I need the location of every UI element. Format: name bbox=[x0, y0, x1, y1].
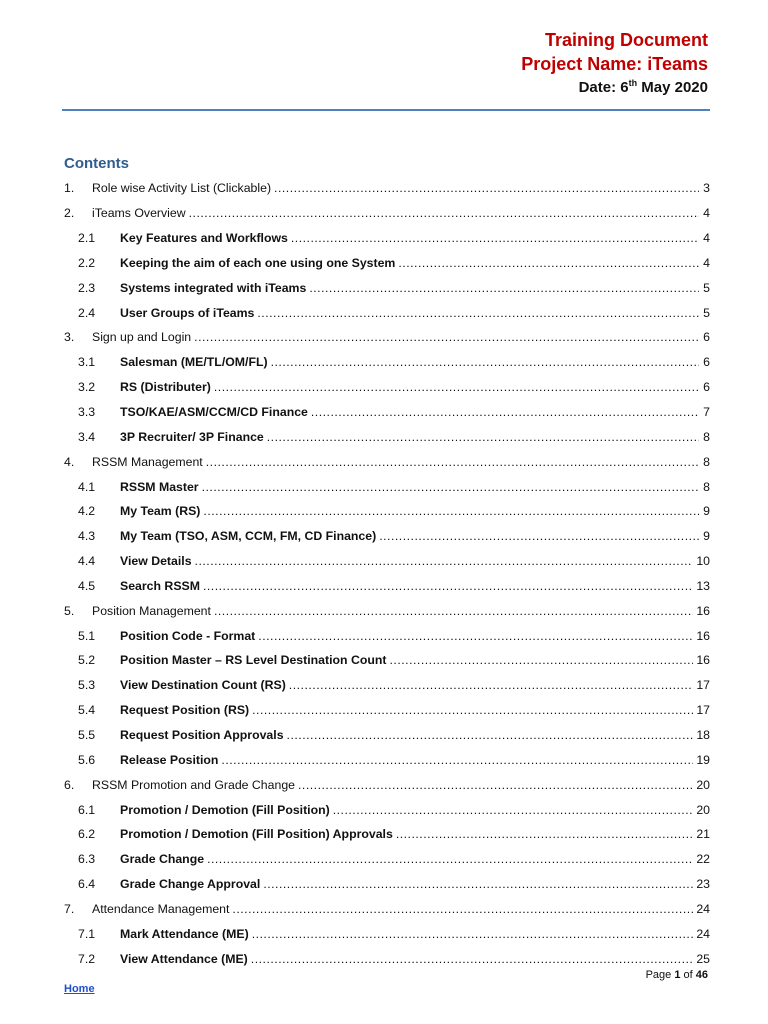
toc-entry-page: 18 bbox=[696, 727, 710, 742]
toc-dot-leader bbox=[309, 281, 699, 295]
toc-entry-title: RSSM Master bbox=[120, 479, 199, 494]
toc-entry-page: 19 bbox=[696, 752, 710, 767]
toc-entry-title: Keeping the aim of each one using one System bbox=[120, 255, 396, 270]
toc-entry[interactable] bbox=[64, 797, 710, 822]
toc-entry-page: 6 bbox=[703, 380, 710, 395]
toc-dot-leader bbox=[311, 405, 699, 419]
toc-entry[interactable] bbox=[64, 673, 710, 698]
toc-entry-page: 6 bbox=[703, 355, 710, 370]
toc-entry-page: 17 bbox=[696, 703, 710, 718]
toc-entry-title: Promotion / Demotion (Fill Position) Approvals bbox=[120, 827, 393, 842]
toc-entry-number: 4.5 bbox=[78, 578, 96, 593]
toc-entry-number: 2.4 bbox=[78, 305, 96, 320]
toc-entry-number: 4.3 bbox=[78, 529, 96, 544]
toc-entry[interactable] bbox=[64, 424, 710, 449]
toc-entry[interactable] bbox=[64, 300, 710, 325]
toc-entry[interactable] bbox=[64, 499, 710, 524]
toc-entry-title: RSSM Promotion and Grade Change bbox=[92, 777, 296, 792]
toc-entry-page: 20 bbox=[696, 777, 710, 792]
toc-entry-page: 6 bbox=[703, 330, 710, 345]
toc-entry-page: 16 bbox=[696, 603, 710, 618]
document-title: Training Document bbox=[544, 30, 708, 50]
toc-entry[interactable] bbox=[64, 946, 710, 971]
toc-entry-title: Salesman (ME/TL/OM/FL) bbox=[120, 355, 268, 370]
home-link[interactable]: Home bbox=[64, 983, 95, 995]
toc-entry-page: 8 bbox=[703, 479, 710, 494]
toc-entry-title: Search RSSM bbox=[120, 578, 200, 593]
toc-entry[interactable] bbox=[64, 400, 710, 425]
toc-entry-number: 3. bbox=[64, 330, 75, 345]
toc-entry-page: 4 bbox=[703, 255, 710, 270]
toc-entry-page: 16 bbox=[696, 653, 710, 668]
toc-entry-number: 4.1 bbox=[78, 479, 96, 494]
toc-entry[interactable] bbox=[64, 723, 710, 748]
toc-dot-leader bbox=[207, 852, 693, 866]
toc-dot-leader bbox=[398, 256, 699, 270]
toc-entry[interactable] bbox=[64, 325, 710, 350]
toc-entry[interactable] bbox=[64, 598, 710, 623]
toc-entry-number: 5.2 bbox=[78, 653, 96, 668]
toc-entry[interactable] bbox=[64, 623, 710, 648]
toc-entry-title: Systems integrated with iTeams bbox=[120, 280, 307, 295]
toc-entry-page: 24 bbox=[696, 926, 710, 941]
contents-heading: Contents bbox=[64, 155, 129, 172]
toc-dot-leader bbox=[252, 703, 693, 717]
toc-entry-number: 5.1 bbox=[78, 628, 96, 643]
toc-entry-number: 4.4 bbox=[78, 554, 96, 569]
toc-dot-leader bbox=[389, 653, 693, 667]
toc-dot-leader bbox=[267, 430, 699, 444]
toc-entry-title: Attendance Management bbox=[92, 901, 230, 916]
toc-entry[interactable] bbox=[64, 648, 710, 673]
toc-dot-leader bbox=[202, 480, 699, 494]
toc-dot-leader bbox=[257, 306, 699, 320]
toc-entry-number: 5. bbox=[64, 603, 75, 618]
toc-dot-leader bbox=[189, 206, 699, 220]
toc-dot-leader bbox=[251, 952, 694, 966]
toc-entry-page: 22 bbox=[696, 852, 710, 867]
toc-entry[interactable] bbox=[64, 872, 710, 897]
toc-entry-number: 5.4 bbox=[78, 703, 96, 718]
toc-dot-leader bbox=[271, 355, 699, 369]
toc-entry[interactable] bbox=[64, 524, 710, 549]
toc-entry-page: 7 bbox=[703, 405, 710, 420]
toc-dot-leader bbox=[379, 529, 699, 543]
page-label: Page bbox=[645, 969, 675, 981]
date-prefix: Date: 6 bbox=[578, 79, 629, 96]
toc-entry-number: 5.6 bbox=[78, 752, 96, 767]
toc-entry[interactable] bbox=[64, 747, 710, 772]
toc-entry-title: Sign up and Login bbox=[92, 330, 192, 345]
toc-dot-leader bbox=[194, 330, 699, 344]
toc-entry-number: 7.2 bbox=[78, 951, 96, 966]
toc-entry[interactable] bbox=[64, 847, 710, 872]
toc-entry-number: 2.1 bbox=[78, 231, 96, 246]
toc-entry-number: 2. bbox=[64, 206, 75, 221]
toc-entry-title: Role wise Activity List (Clickable) bbox=[92, 181, 272, 196]
toc-entry-number: 4. bbox=[64, 454, 75, 469]
toc-entry-page: 8 bbox=[703, 454, 710, 469]
toc-entry-page: 5 bbox=[703, 280, 710, 295]
toc-entry-title: My Team (TSO, ASM, CCM, FM, CD Finance) bbox=[120, 529, 377, 544]
toc-entry-number: 6.2 bbox=[78, 827, 96, 842]
toc-entry[interactable] bbox=[64, 698, 710, 723]
toc-entry-title: 3P Recruiter/ 3P Finance bbox=[120, 429, 264, 444]
toc-entry-title: Grade Change bbox=[120, 852, 205, 867]
toc-entry-page: 16 bbox=[696, 628, 710, 643]
toc-entry-page: 10 bbox=[696, 554, 710, 569]
toc-dot-leader bbox=[195, 554, 694, 568]
toc-entry-page: 9 bbox=[703, 504, 710, 519]
toc-entry-title: View Attendance (ME) bbox=[120, 951, 248, 966]
toc-entry[interactable] bbox=[64, 176, 710, 201]
toc-entry-page: 4 bbox=[703, 231, 710, 246]
toc-entry[interactable] bbox=[64, 449, 710, 474]
toc-entry[interactable] bbox=[64, 375, 710, 400]
toc-entry[interactable] bbox=[64, 275, 710, 300]
toc-entry-page: 5 bbox=[703, 305, 710, 320]
toc-entry-title: View Destination Count (RS) bbox=[120, 678, 286, 693]
toc-entry-title: My Team (RS) bbox=[120, 504, 201, 519]
toc-dot-leader bbox=[396, 827, 694, 841]
toc-entry-number: 2.2 bbox=[78, 255, 96, 270]
toc-entry[interactable] bbox=[64, 896, 710, 921]
toc-entry-title: RSSM Management bbox=[92, 454, 203, 469]
toc-entry-number: 3.1 bbox=[78, 355, 96, 370]
page-current: 1 bbox=[674, 969, 681, 981]
toc-entry-page: 3 bbox=[703, 181, 710, 196]
toc-entry[interactable] bbox=[64, 474, 710, 499]
toc-entry[interactable] bbox=[64, 921, 710, 946]
page-total: 46 bbox=[695, 969, 708, 981]
toc-entry-title: iTeams Overview bbox=[92, 206, 186, 221]
toc-dot-leader bbox=[232, 902, 693, 916]
toc-entry-page: 4 bbox=[703, 206, 710, 221]
toc-entry-number: 3.2 bbox=[78, 380, 96, 395]
date-suffix: May 2020 bbox=[637, 79, 708, 96]
toc-entry[interactable] bbox=[64, 772, 710, 797]
toc-entry-title: Request Position (RS) bbox=[120, 703, 250, 718]
toc-entry-title: Request Position Approvals bbox=[120, 727, 284, 742]
toc-entry-title: Key Features and Workflows bbox=[120, 231, 288, 246]
toc-entry-number: 3.3 bbox=[78, 405, 96, 420]
toc-entry-number: 7. bbox=[64, 901, 75, 916]
toc-entry-page: 9 bbox=[703, 529, 710, 544]
toc-dot-leader bbox=[203, 504, 699, 518]
toc-dot-leader bbox=[214, 604, 693, 618]
toc-entry-title: Position Management bbox=[92, 603, 211, 618]
toc-dot-leader bbox=[291, 231, 699, 245]
toc-entry[interactable] bbox=[64, 350, 710, 375]
date-superscript: th bbox=[628, 78, 638, 88]
toc-dot-leader bbox=[252, 927, 694, 941]
document-header bbox=[521, 28, 708, 100]
toc-entry[interactable] bbox=[64, 549, 710, 574]
toc-dot-leader bbox=[274, 181, 699, 195]
toc-entry-number: 6.4 bbox=[78, 877, 96, 892]
toc-entry-page: 13 bbox=[696, 578, 710, 593]
toc-entry[interactable] bbox=[64, 574, 710, 599]
toc-entry-title: Grade Change Approval bbox=[120, 877, 261, 892]
page-number bbox=[646, 969, 708, 981]
toc-entry-number: 5.3 bbox=[78, 678, 96, 693]
toc-entry-page: 20 bbox=[696, 802, 710, 817]
toc-entry[interactable] bbox=[64, 201, 710, 226]
toc-entry-number: 4.2 bbox=[78, 504, 96, 519]
toc-dot-leader bbox=[298, 778, 693, 792]
toc-entry-number: 3.4 bbox=[78, 429, 96, 444]
page-of: of bbox=[680, 969, 696, 981]
toc-dot-leader bbox=[289, 678, 694, 692]
document-date bbox=[521, 76, 708, 100]
toc-entry-number: 7.1 bbox=[78, 926, 96, 941]
toc-entry-number: 6.3 bbox=[78, 852, 96, 867]
toc-entry-title: View Details bbox=[120, 554, 192, 569]
toc-dot-leader bbox=[214, 380, 699, 394]
toc-entry-title: Promotion / Demotion (Fill Position) bbox=[120, 802, 330, 817]
toc-entry-number: 6. bbox=[64, 777, 75, 792]
toc-entry-number: 2.3 bbox=[78, 280, 96, 295]
toc-entry[interactable] bbox=[64, 822, 710, 847]
toc-entry-title: User Groups of iTeams bbox=[120, 305, 255, 320]
toc-entry-page: 23 bbox=[696, 877, 710, 892]
toc-dot-leader bbox=[333, 803, 694, 817]
toc-entry-page: 21 bbox=[696, 827, 710, 842]
table-of-contents bbox=[64, 176, 710, 971]
toc-dot-leader bbox=[263, 877, 693, 891]
toc-entry-number: 5.5 bbox=[78, 727, 96, 742]
toc-entry[interactable] bbox=[64, 226, 710, 251]
toc-entry-title: Mark Attendance (ME) bbox=[120, 926, 249, 941]
toc-entry[interactable] bbox=[64, 251, 710, 276]
toc-entry-title: RS (Distributer) bbox=[120, 380, 211, 395]
toc-dot-leader bbox=[258, 629, 693, 643]
toc-entry-number: 6.1 bbox=[78, 802, 96, 817]
toc-entry-title: Position Code - Format bbox=[120, 628, 256, 643]
project-name: Project Name: iTeams bbox=[521, 54, 708, 74]
toc-dot-leader bbox=[221, 753, 693, 767]
toc-entry-title: Release Position bbox=[120, 752, 219, 767]
toc-entry-page: 25 bbox=[696, 951, 710, 966]
toc-entry-page: 17 bbox=[696, 678, 710, 693]
toc-dot-leader bbox=[287, 728, 694, 742]
toc-entry-title: TSO/KAE/ASM/CCM/CD Finance bbox=[120, 405, 308, 420]
toc-dot-leader bbox=[206, 455, 699, 469]
toc-entry-number: 1. bbox=[64, 181, 75, 196]
toc-entry-title: Position Master – RS Level Destination Count bbox=[120, 653, 387, 668]
toc-dot-leader bbox=[203, 579, 693, 593]
toc-entry-page: 24 bbox=[696, 901, 710, 916]
header-divider bbox=[62, 109, 710, 111]
toc-entry-page: 8 bbox=[703, 429, 710, 444]
